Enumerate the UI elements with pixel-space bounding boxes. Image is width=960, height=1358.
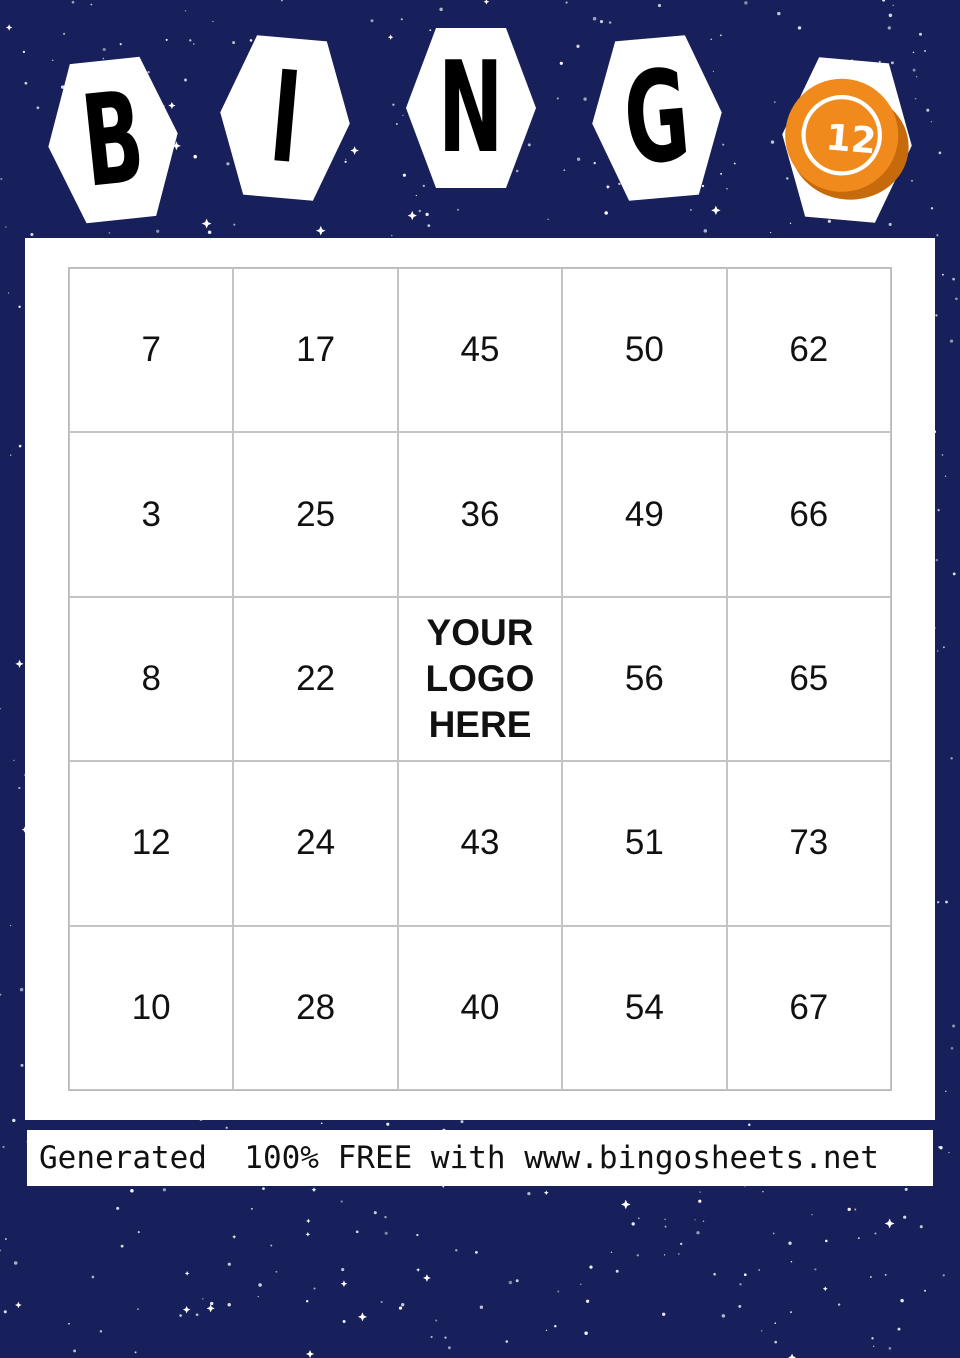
grid-cell: 36 (398, 432, 562, 596)
grid-cell: 3 (69, 432, 233, 596)
grid-cell: 49 (562, 432, 726, 596)
grid-cell: 24 (233, 761, 397, 925)
grid-cell: 73 (727, 761, 891, 925)
letter-b: B (75, 63, 151, 216)
grid-cell: 54 (562, 926, 726, 1090)
grid-cell: 25 (233, 432, 397, 596)
grid-cell: 43 (398, 761, 562, 925)
logo-line: HERE (428, 703, 532, 745)
letter-tile-i (213, 33, 356, 204)
grid-cell: 7 (69, 268, 233, 432)
grid-cell: 28 (233, 926, 397, 1090)
bingo-card (25, 238, 935, 1120)
letter-g: G (618, 41, 696, 194)
grid-cell: 8 (69, 597, 233, 761)
grid-cell: 40 (398, 926, 562, 1090)
grid-cell: 45 (398, 268, 562, 432)
grid-cell: 12 (69, 761, 233, 925)
grid-cell: 62 (727, 268, 891, 432)
letter-tile-b (40, 54, 186, 227)
letter-n: N (438, 34, 504, 181)
grid-cell: 17 (233, 268, 397, 432)
grid-cell: 56 (562, 597, 726, 761)
bingo-grid (68, 267, 892, 1091)
letter-tile-n (406, 28, 536, 188)
letter-i: I (264, 43, 306, 192)
grid-cell: 10 (69, 926, 233, 1090)
grid-cell: 50 (562, 268, 726, 432)
logo-line: LOGO (425, 657, 535, 699)
free-space-logo (398, 597, 562, 761)
grid-cell: 65 (727, 597, 891, 761)
grid-cell: 67 (727, 926, 891, 1090)
bingo-header (0, 0, 960, 240)
grid-cell: 51 (562, 761, 726, 925)
ball-tile (775, 55, 918, 226)
logo-line: YOUR (426, 611, 534, 653)
ball-number: 12 (824, 116, 878, 162)
footer-credit: Generated 100% FREE with www.bingosheets.net (27, 1130, 933, 1186)
grid-cell: 66 (727, 432, 891, 596)
grid-cell: 22 (233, 597, 397, 761)
letter-tile-g (585, 33, 728, 204)
